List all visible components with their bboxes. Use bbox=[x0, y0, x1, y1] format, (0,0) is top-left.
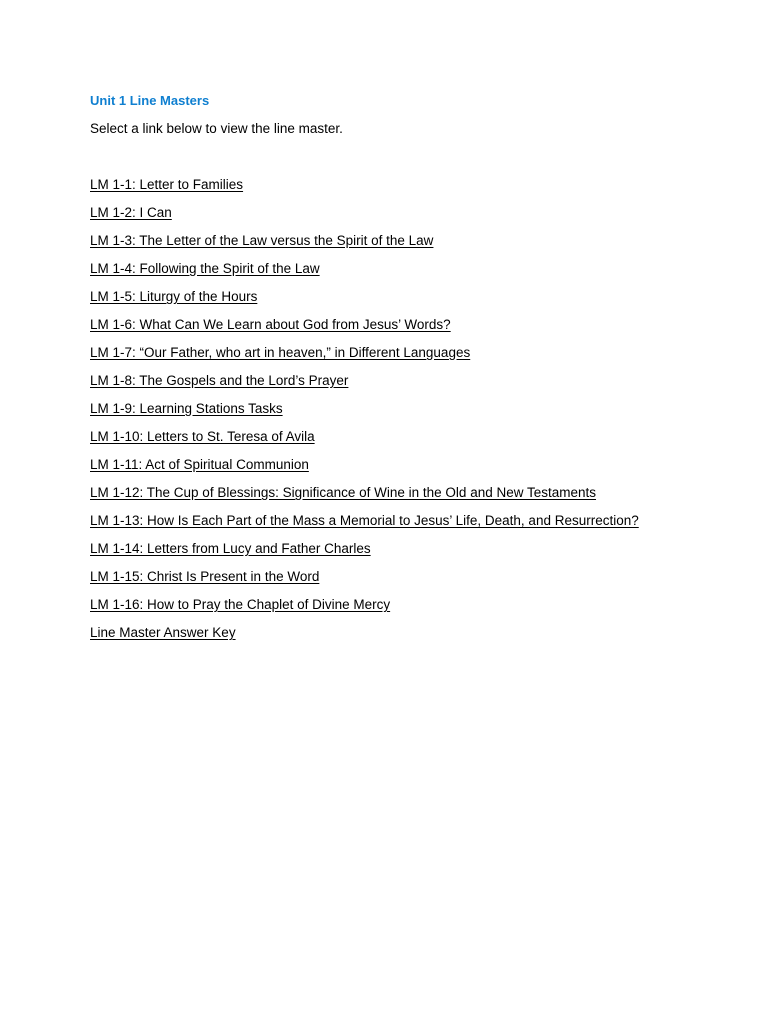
list-item bbox=[90, 260, 728, 288]
line-master-link[interactable]: LM 1-3: The Letter of the Law versus the Spirit of the Law bbox=[90, 233, 434, 248]
line-master-link[interactable]: LM 1-15: Christ Is Present in the Word bbox=[90, 569, 320, 584]
list-item bbox=[90, 232, 728, 260]
line-master-link[interactable]: LM 1-4: Following the Spirit of the Law bbox=[90, 261, 320, 276]
line-master-link[interactable]: LM 1-7: “Our Father, who art in heaven,” in Different Languages bbox=[90, 345, 471, 360]
line-master-link[interactable]: LM 1-11: Act of Spiritual Communion bbox=[90, 457, 309, 472]
line-master-link[interactable]: LM 1-1: Letter to Families bbox=[90, 177, 244, 192]
list-item bbox=[90, 204, 728, 232]
line-master-link[interactable]: LM 1-2: I Can bbox=[90, 205, 172, 220]
list-item bbox=[90, 456, 728, 484]
list-item bbox=[90, 540, 728, 568]
list-item bbox=[90, 484, 728, 512]
line-master-link[interactable]: LM 1-8: The Gospels and the Lord’s Prayer bbox=[90, 373, 349, 388]
page-title: Unit 1 Line Masters bbox=[90, 93, 210, 108]
list-item bbox=[90, 400, 728, 428]
list-item bbox=[90, 288, 728, 316]
list-item bbox=[90, 316, 728, 344]
list-item bbox=[90, 428, 728, 456]
list-item bbox=[90, 568, 728, 596]
list-item bbox=[90, 372, 728, 400]
list-item bbox=[90, 624, 728, 652]
answer-key-link[interactable]: Line Master Answer Key bbox=[90, 625, 236, 640]
line-master-link-list bbox=[90, 176, 728, 652]
list-item bbox=[90, 512, 728, 540]
line-master-link[interactable]: LM 1-13: How Is Each Part of the Mass a Memorial to Jesus’ Life, Death, and Resurrection? bbox=[90, 513, 639, 528]
line-master-link[interactable]: LM 1-9: Learning Stations Tasks bbox=[90, 401, 283, 416]
list-item bbox=[90, 344, 728, 372]
line-master-link[interactable]: LM 1-6: What Can We Learn about God from Jesus’ Words? bbox=[90, 317, 451, 332]
line-master-link[interactable]: LM 1-14: Letters from Lucy and Father Charles bbox=[90, 541, 371, 556]
list-item bbox=[90, 176, 728, 204]
intro-text: Select a link below to view the line master. bbox=[90, 121, 343, 136]
line-master-link[interactable]: LM 1-12: The Cup of Blessings: Significance of Wine in the Old and New Testaments bbox=[90, 485, 597, 500]
list-item bbox=[90, 596, 728, 624]
line-master-link[interactable]: LM 1-10: Letters to St. Teresa of Avila bbox=[90, 429, 315, 444]
line-master-link[interactable]: LM 1-16: How to Pray the Chaplet of Divine Mercy bbox=[90, 597, 391, 612]
document-page bbox=[90, 92, 728, 652]
line-master-link[interactable]: LM 1-5: Liturgy of the Hours bbox=[90, 289, 258, 304]
